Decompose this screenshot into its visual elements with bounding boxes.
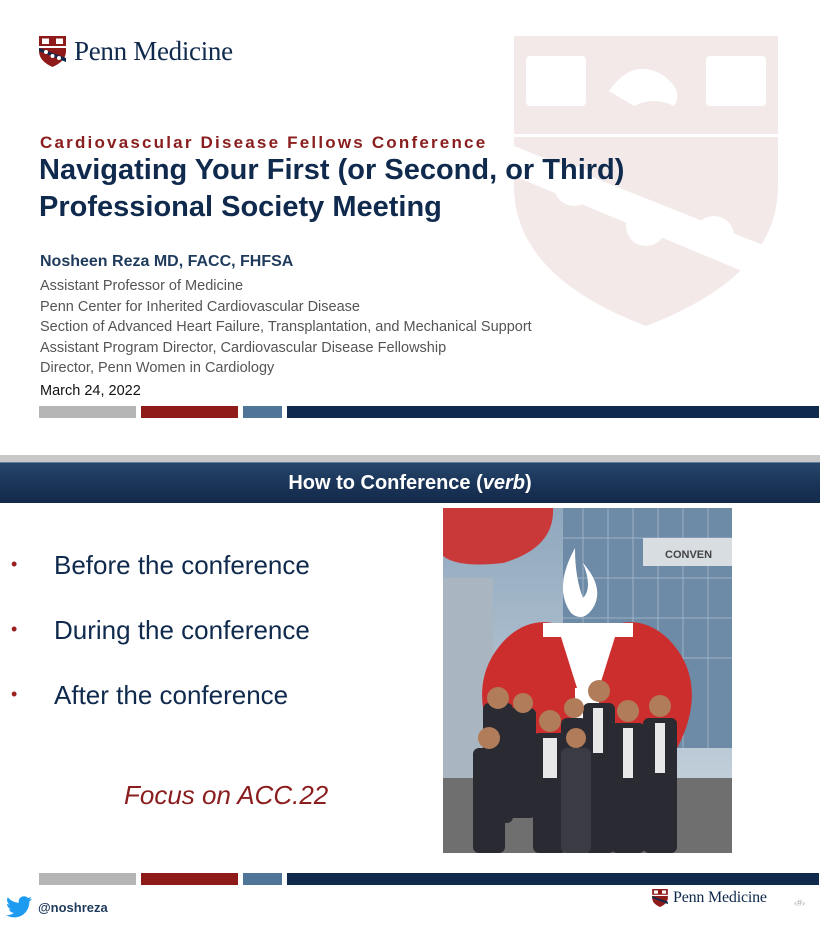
role-item: Director, Penn Women in Cardiology: [40, 360, 275, 377]
title-slide: [0, 0, 820, 455]
crimson-bar: [141, 873, 238, 885]
title-line-1: Navigating Your First (or Second, or Third): [39, 154, 625, 186]
conference-label: Cardiovascular Disease Fellows Conference: [40, 133, 488, 152]
color-bar-strip: [39, 873, 819, 885]
logo-wordmark: Penn Medicine: [673, 889, 767, 906]
focus-note: Focus on ACC.22: [124, 780, 329, 810]
bullet-text: During the conference: [54, 615, 310, 645]
navy-bar: [287, 406, 819, 418]
bullet-text: After the conference: [54, 680, 289, 710]
header-suffix: ): [525, 471, 532, 494]
color-bar-strip: [39, 406, 819, 418]
bullet-dot: •: [11, 619, 18, 639]
slide-separator: [0, 455, 820, 462]
penn-shield-icon: [652, 889, 668, 907]
bullet-dot: •: [11, 554, 18, 574]
presenter-name: Nosheen Reza MD, FACC, FHFSA: [40, 253, 294, 270]
role-item: Penn Center for Inherited Cardiovascular Disease: [40, 298, 360, 315]
twitter-handle: @noshreza: [38, 899, 108, 915]
role-item: Assistant Program Director, Cardiovascular Disease Fellowship: [40, 339, 447, 356]
header-prefix: How to Conference (: [288, 471, 483, 494]
role-item: Assistant Professor of Medicine: [40, 278, 244, 294]
header-emphasis: verb: [482, 471, 526, 494]
gray-bar: [39, 873, 136, 885]
conference-group-photo: [443, 508, 732, 853]
title-line-2: Professional Society Meeting: [39, 191, 442, 223]
page-number: ‹#›: [794, 898, 805, 908]
gray-bar: [39, 406, 136, 418]
presenter-roles: [40, 276, 532, 379]
bullet-dot: •: [11, 684, 18, 704]
slide-title: [39, 152, 739, 226]
slide-header-title: [288, 472, 531, 495]
penn-medicine-logo: [39, 36, 233, 67]
crimson-bar: [141, 406, 238, 418]
penn-medicine-logo: [652, 889, 767, 907]
presentation-date: March 24, 2022: [40, 383, 141, 399]
slide-header: [0, 462, 820, 503]
steel-blue-bar: [243, 873, 282, 885]
bullet-text: Before the conference: [54, 550, 310, 580]
steel-blue-bar: [243, 406, 282, 418]
penn-shield-icon: [39, 36, 66, 67]
navy-bar: [287, 873, 819, 885]
logo-wordmark: Penn Medicine: [74, 36, 233, 66]
twitter-credit: [6, 896, 108, 918]
photo-sign-text: CONVEN: [665, 549, 713, 561]
twitter-bird-icon: [6, 896, 32, 918]
role-item: Section of Advanced Heart Failure, Transplantation, and Mechanical Support: [40, 319, 532, 336]
content-slide: [0, 462, 820, 926]
